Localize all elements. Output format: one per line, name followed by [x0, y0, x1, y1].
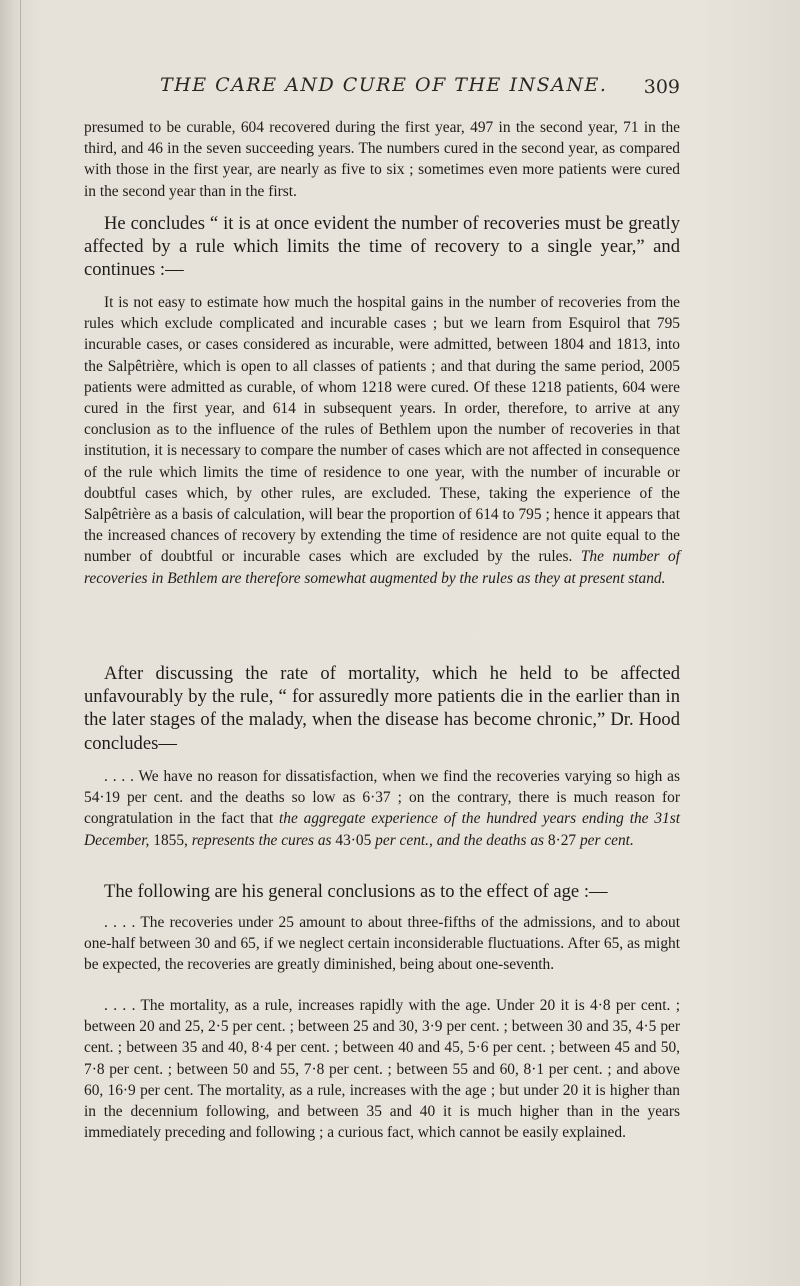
quotation-hood: [84, 766, 680, 851]
quotation-hood-part-f: per cent., and the deaths as: [375, 831, 545, 849]
paragraph-mortality-text: After discussing the rate of mortality, which he held to be affected unfavourably by the rule, “ for assuredly more patients die in the earlier than in the later stages of the malady, when the disease has become chronic,” Dr. Hood concludes—: [84, 663, 680, 754]
paragraph-1-text: presumed to be curable, 604 recovered during the first year, 497 in the second year, 71 in the third, and 46 in the seven succeeding years. The numbers cured in the second year, as compared with those in the first year, are nearly as five to six ; sometimes even more patients were cured in the second year than in the first.: [84, 119, 680, 200]
running-title: THE CARE AND CURE OF THE INSANE.: [160, 74, 608, 96]
quotation-esquirol-italic: The number of recoveries in Bethlem are therefore somewhat augmented by the rules as they at present stand.: [84, 548, 680, 587]
quotation-recoveries-text: . . . . The recoveries under 25 amount to about three-fifths of the admissions, and to about one-half between 30 and 65, if we neglect certain inconsiderable fluctuations. After 65, as might be expected, the recoveries are greatly diminished, being about one-seventh.: [84, 914, 680, 974]
quotation-esquirol: [84, 292, 680, 589]
paragraph-age: [84, 880, 680, 903]
quotation-hood-part-b: the aggregate experience of the hundred years ending the 31st December,: [84, 810, 680, 849]
page-gutter: [20, 0, 21, 1286]
page-number: 309: [643, 76, 680, 98]
quotation-hood-part-d: represents the cures as: [191, 831, 332, 849]
paragraph-mortality: [84, 662, 680, 755]
quotation-hood-text: [84, 766, 680, 851]
paragraph-age-text: The following are his general conclusions as to the effect of age :—: [104, 881, 608, 902]
quotation-recoveries: [84, 912, 680, 976]
quotation-hood-part-h: per cent.: [579, 831, 634, 849]
quotation-hood-part-c: 1855,: [153, 831, 188, 849]
paragraph-2-text: He concludes “ it is at once evident the number of recoveries must be greatly affected by a rule which limits the time of recovery to a single year,” and continues :—: [84, 213, 680, 281]
quotation-mortality-text: . . . . The mortality, as a rule, increases rapidly with the age. Under 20 it is 4·8 per cent. ; between 20 and 25, 2·5 per cent. ; between 25 and 30, 3·9 per cent. ; between 30 and 35, 4·5 per cent. ; between 35 and 40, 8·4 per cent. ; between 40 and 45, 5·6 per cent. ; between 45 and 50, 7·8 per cent. ; between 50 and 55, 7·8 per cent. ; between 55 and 60, 8·1 per cent. ; and above 60, 16·9 per cent. The mortality, as a rule, increases with the age ; but under 20 it is higher than in the decennium following, and between 35 and 40 it is much higher than in the years immediately preceding and following ; a curious fact, which cannot be easily explained.: [84, 997, 680, 1142]
quotation-esquirol-text: [84, 292, 680, 589]
page-header: [160, 74, 680, 104]
paragraph-1: [84, 117, 680, 202]
paragraph-2: [84, 212, 680, 282]
quotation-esquirol-body: It is not easy to estimate how much the hospital gains in the number of recoveries from the rules which exclude complicated and incurable cases ; but we learn from Esquirol that 795 incurable cases, or cases considered as incurable, were admitted, between 1804 and 1813, into the Salpêtrière, which is open to all classes of patients ; and that during the same period, 2005 patients were admitted as curable, of whom 1218 were cured. Of these 1218 patients, 604 were cured in the first year, and 614 in subsequent years. In order, therefore, to arrive at any conclusion as to the influence of the rules of Bethlem upon the number of recoveries in that institution, it is necessary to compare the number of cases which are not affected in consequence of the rule which limits the time of residence to one year, with the number of incurable or doubtful cases which, by other rules, are excluded. These, taking the experience of the Salpêtrière as a basis of calculation, will bear the proportion of 614 to 795 ; hence it appears that the increased chances of recovery by extending the time of residence are not quite equal to the number of doubtful or incurable cases which are excluded by the rules.: [84, 294, 680, 566]
quotation-hood-part-a: . . . . We have no reason for dissatisfaction, when we find the recoveries varying so high as 54·19 per cent. and the deaths so low as 6·37 ; on the contrary, there is much reason for congratulation in the fact that: [84, 768, 680, 828]
quotation-hood-part-e: 43·05: [335, 831, 372, 849]
quotation-mortality: [84, 995, 680, 1143]
quotation-hood-part-g: 8·27: [547, 831, 577, 849]
